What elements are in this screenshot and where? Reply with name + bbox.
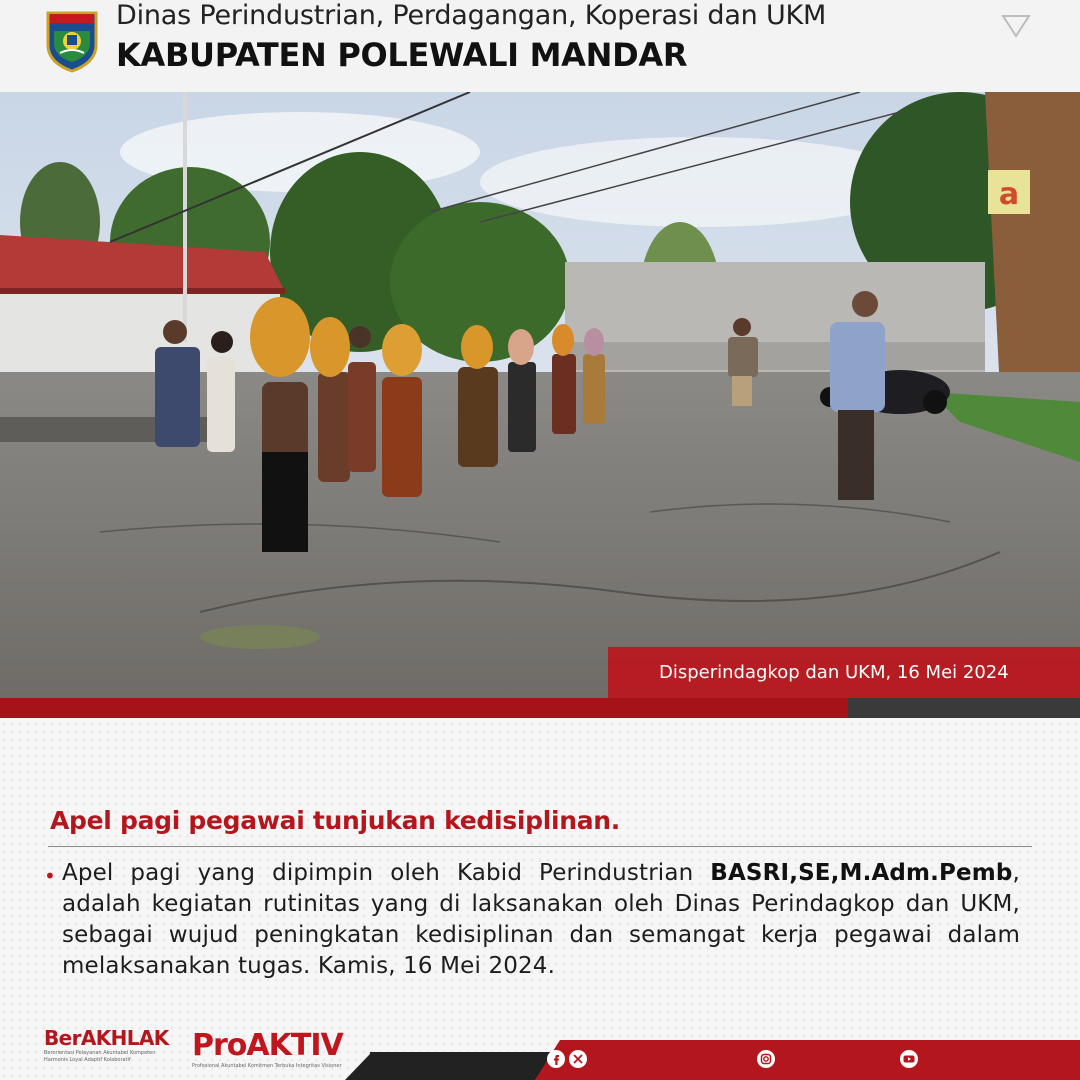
berakhlak-logo (44, 1026, 169, 1064)
header (0, 0, 1080, 92)
photo-caption: Disperindagkop dan UKM, 16 Mei 2024 (608, 647, 1080, 698)
event-photo-illustration (0, 92, 1080, 698)
article-headline: Apel pagi pegawai tunjukan kedisiplinan. (50, 806, 620, 835)
header-agency-name: Dinas Perindustrian, Perdagangan, Koperasi dan UKM (116, 0, 827, 31)
article-body-name: BASRI,SE,M.Adm.Pemb (710, 860, 1013, 886)
article-body-part2: , adalah kegiatan rutinitas yang di laksanakan oleh Dinas Perindagkop dan UKM, sebagai wujud peningkatan kedisiplinan dan semangat kerja pegawai dalam melaksanakan tugas. Kamis, 16 Mei 2024. (62, 860, 1020, 979)
divider-bar-red (0, 698, 848, 718)
regency-shield-emblem-icon (44, 9, 100, 73)
event-photo (0, 92, 1080, 698)
proaktiv-sub: Profesional Akuntabel Komitmen Terbuka Integritas Visioner (192, 1063, 342, 1069)
headline-rule (48, 846, 1032, 847)
proaktiv-title: ProAKTIV (192, 1028, 343, 1063)
article-body-part1: Apel pagi yang dipimpin oleh Kabid Perindustrian (62, 860, 711, 886)
youtube-icon[interactable] (899, 1049, 919, 1069)
proaktiv-logo (192, 1028, 343, 1069)
berakhlak-title: BerAKHLAK (44, 1026, 169, 1050)
divider-bar-dark (848, 698, 1080, 718)
x-twitter-icon[interactable] (568, 1049, 588, 1069)
header-regency-name: KABUPATEN POLEWALI MANDAR (116, 36, 688, 74)
article-body (62, 858, 1020, 982)
berakhlak-sub-1: Berorientasi Pelayanan Akuntabel Kompeten (44, 1050, 156, 1056)
triangle-down-icon (1001, 14, 1031, 38)
shop-sign-text: a (998, 177, 1020, 212)
bullet-dot-icon: • (44, 864, 56, 888)
berakhlak-sub-2: Harmonis Loyal Adaptif Kolaboratif (44, 1057, 131, 1063)
facebook-icon[interactable] (546, 1049, 566, 1069)
instagram-icon[interactable] (756, 1049, 776, 1069)
